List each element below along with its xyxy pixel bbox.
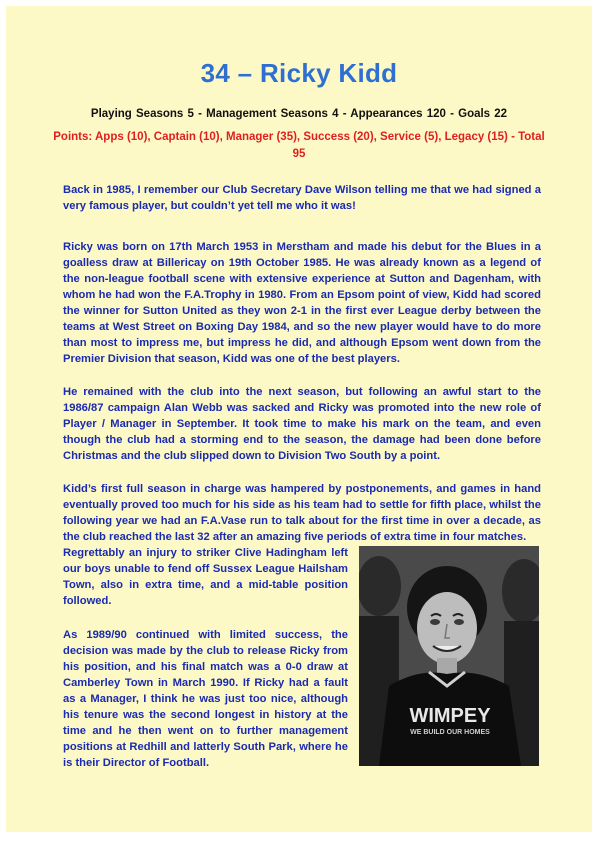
shirt-sponsor-subtext: WE BUILD OUR HOMES [410,729,490,736]
page-title: 34 – Ricky Kidd [200,58,398,88]
paragraph-release: As 1989/90 continued with limited success, the decision was made by the club to release Ricky from his position, and his final match was a 0-0 draw at Camberley Town in March 1990. If Ricky had a fault as a Manager, I think he was just too nice, although his tenure was the second longest in history at the time and he then went on to further management positions at Redhill and latterly South Park, where he is their Director of Football. [63,629,348,769]
points-summary: Points: Apps (10), Captain (10), Manager (35), Success (20), Service (5), Legacy (15) - Total 95 [53,131,545,160]
paragraph-injury: Regrettably an injury to striker Clive Hadingham left our boys unable to fend off Sussex League Hailsham Town, also in extra time, and a mid-table position followed. [63,547,348,607]
paragraph-intro: Back in 1985, I remember our Club Secretary Dave Wilson telling me that we had signed a very famous player, but couldn’t yet tell me who it was! [63,184,541,212]
paragraph-first-season: Kidd’s first full season in charge was hampered by postponements, and games in hand eventually proved too much for his side as his team had to settle for fifth place, whilst the following year we had an F.A.Vase run to talk about for the first time in over a decade, as the club reached the last 32 after an amazing five periods of extra time in four matches. [63,483,541,543]
paragraph-manager: He remained with the club into the next season, but following an awful start to the 1986/87 campaign Alan Webb was sacked and Ricky was promoted into the new role of Player / Manager in September. It took time to make his mark on the team, and even though the club had a storming end to the season, the damage had been done before Christmas and the club slipped down to Division Two South by a point. [63,386,541,462]
player-portrait-illustration [359,546,539,766]
paragraph-debut: Ricky was born on 17th March 1953 in Merstham and made his debut for the Blues in a goalless draw at Billericay on 19th October 1985. He was already known as a legend of the non-league football scene with extensive experience at Sutton and Dagenham, with whom he had won the F.A.Trophy in 1980. From an Epsom point of view, Kidd had scored the winner for Sutton United as they won 2-1 in the first ever League derby between the teams at West Street on Boxing Day 1984, and so the new player would have to do more than most to impress me, but impress he did, and although Epsom went down from the Premier Division that season, Kidd was one of the best players. [63,241,541,365]
player-stats: Playing Seasons 5 - Management Seasons 4 - Appearances 120 - Goals 22 [90,108,508,120]
player-photo [359,546,539,766]
page [6,6,592,832]
shirt-sponsor-text: WIMPEY [409,705,491,727]
